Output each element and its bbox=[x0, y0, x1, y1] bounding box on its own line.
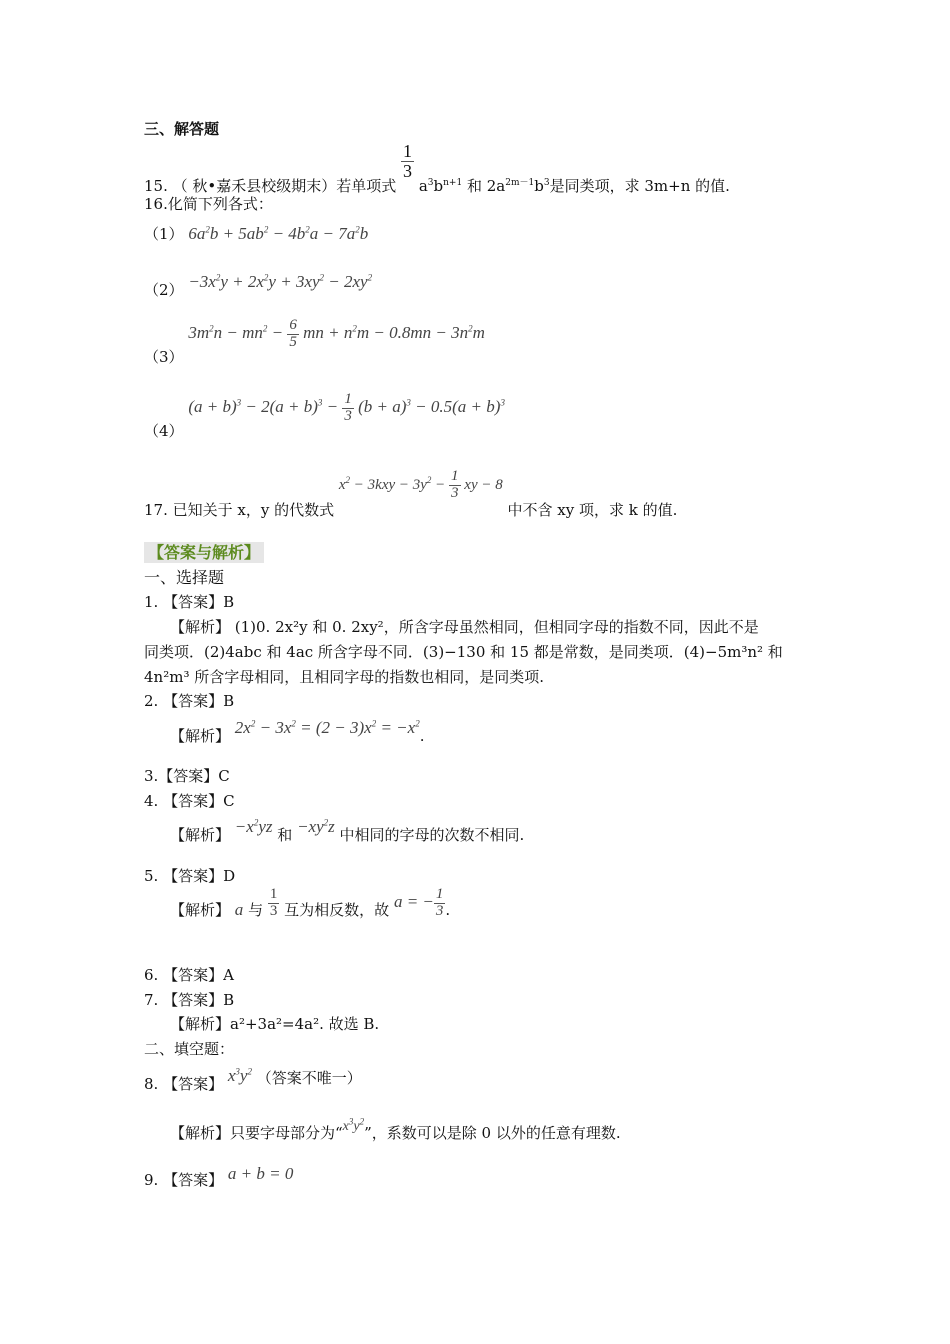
answer-6-head: 6. 【答案】A bbox=[144, 966, 234, 984]
q15-number: 15. bbox=[144, 177, 168, 196]
section-3-title: 三、解答题 bbox=[144, 120, 220, 138]
answer-9-head: 9. 【答案】 a + b = 0 bbox=[144, 1164, 294, 1189]
q16-expr-3: $3m^2n - mn^2$ − $\frac{6}{5}$ mn + $n^2m - 0.8mn - 3n^2m$ bbox=[188, 317, 485, 350]
q16-item-4: （4） $(a + b)^3 - 2(a + b)^3$ − $\frac{1}{3}$ $(b + a)^3 - 0.5(a + b)^3$ bbox=[144, 391, 505, 441]
answer-3-head: 3.【答案】C bbox=[144, 767, 230, 785]
answer-1-line-2: 同类项．(2)4abc 和 4ac 所含字母不同．(3)−130 和 15 都是常数，是同类项．(4)−5m³n² 和 bbox=[144, 643, 783, 661]
answer-7-explanation: 【解析】a²+3a²=4a². 故选 B. bbox=[170, 1015, 380, 1033]
q16-item-3: （3） $3m^2n - mn^2$ − $\frac{6}{5}$ mn + $n^2m - 0.8mn - 3n^2m$ bbox=[144, 317, 485, 367]
section-2-title: 二、填空题： bbox=[144, 1040, 235, 1058]
answer-7-head: 7. 【答案】B bbox=[144, 991, 235, 1009]
answer-5-explanation: 【解析】 a 与 $\frac{1}{3}$ 互为相反数，故 a = − $\frac{1}{3}$ . bbox=[170, 886, 451, 920]
answer-8-head: 8. 【答案】 $x^3y^2$ （答案不唯一） bbox=[144, 1066, 362, 1093]
answer-1-line-3: 4n²m³ 所含字母相同，且相同字母的指数也相同，是同类项. bbox=[144, 668, 544, 686]
answer-5-fraction: $\frac{1}{3}$ bbox=[269, 886, 278, 919]
q16-expr-4: $(a + b)^3 - 2(a + b)^3$ − $\frac{1}{3}$ $(b + a)^3 - 0.5(a + b)^3$ bbox=[188, 391, 505, 424]
question-17 bbox=[144, 467, 677, 517]
q17-suffix: 中不含 xy 项，求 k 的值. bbox=[507, 500, 678, 519]
answer-1-head: 1. 【答案】B bbox=[144, 593, 235, 611]
q15-suffix: 是同类项，求 3m+n 的值. bbox=[549, 177, 730, 196]
q16-item-2: $(2) -3x^2y + 2x^2y + 3xy^2 - 2xy^2$ bbox=[144, 272, 373, 299]
answer-header: 【答案与解析】 bbox=[144, 543, 264, 562]
answer-1-line-1: 【解析】 (1)0. 2x²y 和 0. 2xy²，所含字母虽然相同，但相同字母的指数不同，因此不是 bbox=[170, 618, 759, 636]
q16-expr-2: $-3x^2y + 2x^2y + 3xy^2 - 2xy^2$ bbox=[188, 272, 373, 291]
answer-5-head: 5. 【答案】D bbox=[144, 867, 236, 885]
q15-prefix: （ 秋•嘉禾县校级期末）若单项式 bbox=[172, 177, 397, 196]
q15-fraction: $\frac{1}{3}$ bbox=[403, 141, 413, 181]
q16-item-1: （1） $6a^2b + 5ab^2 - 4b^2a - 7a^2b$ bbox=[144, 224, 369, 243]
answer-2-expr: $2x^2 - 3x^2 = (2 - 3)x^2 = -x^2$ bbox=[234, 718, 420, 737]
section-1-title: 一、选择题 bbox=[144, 568, 225, 587]
answer-8-explanation: 【解析】只要字母部分为“$x^3y^2$”，系数可以是除 0 以外的任意有理数. bbox=[170, 1116, 621, 1142]
q17-fraction: $\frac{1}{3}$ bbox=[451, 468, 459, 501]
answer-5-fraction-2: $\frac{1}{3}$ bbox=[435, 886, 444, 919]
answer-2-head: 2. 【答案】B bbox=[144, 692, 235, 710]
question-15: 15. （ 秋•嘉禾县校级期末）若单项式 $\frac{1}{3}$ $a^3b^{n+1}$ 和 $2a^{2m-1}b^3$是同类项，求 3m+n 的值. bbox=[144, 141, 730, 196]
q16-expr-1: $6a^2b + 5ab^2 - 4b^2a - 7a^2b$ bbox=[188, 224, 369, 243]
q16-fraction-4: $\frac{1}{3}$ bbox=[344, 391, 352, 424]
answer-4-explanation: 【解析】 $-x^2yz$ 和 $-xy^2z$ 中相同的字母的次数不相同. bbox=[170, 817, 525, 844]
answer-4-head: 4. 【答案】C bbox=[144, 792, 235, 810]
q17-prefix: 17. 已知关于 x，y 的代数式 bbox=[144, 500, 335, 519]
question-16-title: 16.化简下列各式： bbox=[144, 195, 273, 213]
answer-2-explanation: 【解析】 $2x^2 - 3x^2 = (2 - 3)x^2 = -x^2$. bbox=[170, 718, 425, 745]
q17-expr: $x^2 - 3kxy - 3y^2$ − $\frac{1}{3}$ xy − 8 bbox=[338, 468, 503, 501]
q16-fraction-3: $\frac{6}{5}$ bbox=[289, 317, 297, 350]
